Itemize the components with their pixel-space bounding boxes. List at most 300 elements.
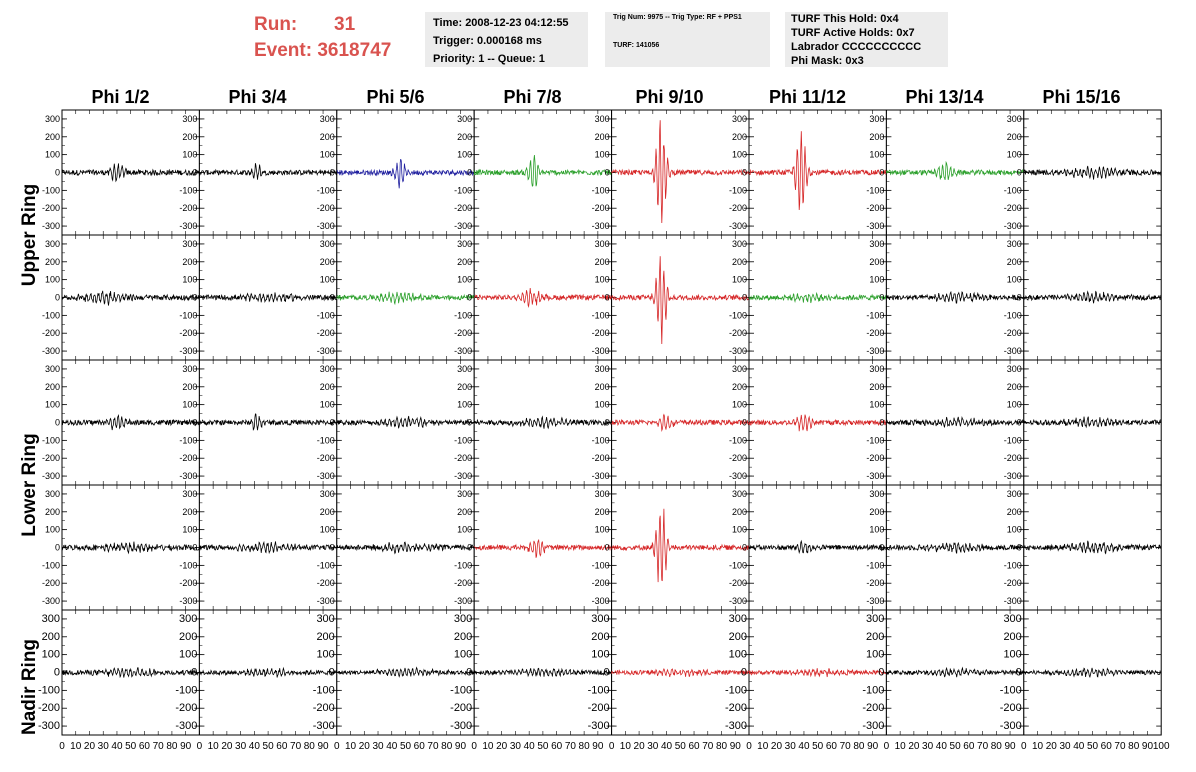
y-tick-label: 100 — [41, 648, 60, 661]
y-tick-label: 300 — [319, 113, 335, 124]
y-tick-label: 0 — [192, 542, 198, 553]
y-tick-label: 100 — [316, 648, 335, 661]
y-tick-label: 0 — [879, 417, 885, 428]
y-tick-label: 200 — [731, 506, 747, 517]
y-tick-label: -200 — [179, 578, 198, 589]
y-tick-label: -100 — [175, 684, 198, 697]
run-label: Run: — [254, 14, 298, 35]
y-tick-label: -100 — [454, 435, 473, 446]
x-tick-label: 60 — [825, 741, 838, 752]
x-tick-label: 70 — [1114, 741, 1126, 752]
y-tick-label: -100 — [41, 435, 60, 446]
y-tick-label: -200 — [999, 702, 1022, 715]
y-tick-label: -300 — [454, 596, 473, 607]
y-tick-label: -300 — [316, 346, 335, 357]
y-tick-label: -100 — [728, 310, 747, 321]
y-tick-label: 300 — [594, 113, 610, 124]
y-tick-label: 0 — [329, 292, 335, 303]
priority-text: Priority: 1 -- Queue: 1 — [433, 53, 545, 65]
y-tick-label: 300 — [44, 113, 60, 124]
y-tick-label: -200 — [37, 702, 60, 715]
y-tick-label: -200 — [728, 328, 747, 339]
y-tick-label: 100 — [44, 274, 60, 285]
y-tick-label: 0 — [467, 292, 473, 303]
x-tick-label: 0 — [746, 741, 752, 752]
y-tick-label: 200 — [869, 506, 885, 517]
x-tick-label: 0 — [883, 741, 890, 752]
y-tick-label: -100 — [312, 684, 335, 697]
y-tick-label: 0 — [54, 167, 60, 178]
y-tick-label: 200 — [41, 630, 60, 643]
y-tick-label: 200 — [457, 381, 473, 392]
y-tick-label: -200 — [175, 702, 198, 715]
y-tick-label: 100 — [44, 149, 60, 160]
y-tick-label: -200 — [41, 328, 60, 339]
y-tick-label: 0 — [54, 417, 60, 428]
x-tick-label: 50 — [262, 741, 274, 752]
y-tick-label: -100 — [179, 310, 198, 321]
x-tick-label: 10 — [207, 741, 219, 752]
y-tick-label: 300 — [319, 488, 335, 499]
y-tick-label: 0 — [191, 666, 198, 679]
x-tick-label: 100 — [1152, 741, 1170, 752]
y-tick-label: 100 — [179, 648, 198, 661]
y-tick-label: 0 — [741, 167, 747, 178]
y-tick-label: 0 — [1016, 167, 1022, 178]
x-tick-label: 80 — [578, 741, 590, 752]
y-tick-label: -300 — [454, 346, 473, 357]
y-tick-label: -200 — [587, 702, 610, 715]
x-tick-label: 30 — [372, 741, 384, 752]
y-tick-label: -300 — [728, 596, 747, 607]
x-tick-label: 20 — [770, 741, 783, 752]
y-tick-label: 0 — [53, 666, 60, 679]
y-tick-label: -200 — [41, 453, 60, 464]
y-tick-label: -100 — [728, 185, 747, 196]
y-tick-label: -300 — [591, 346, 610, 357]
y-tick-label: 0 — [192, 292, 198, 303]
y-tick-label: 300 — [457, 363, 473, 374]
y-tick-label: 200 — [44, 131, 60, 142]
x-tick-label: 50 — [812, 741, 824, 752]
y-tick-label: 300 — [182, 113, 198, 124]
x-tick-label: 60 — [963, 741, 975, 752]
y-tick-label: -100 — [724, 684, 747, 697]
y-tick-label: -100 — [591, 185, 610, 196]
x-tick-label: 90 — [592, 741, 604, 752]
y-tick-label: 100 — [44, 524, 60, 535]
y-tick-label: 200 — [319, 381, 335, 392]
y-tick-label: -100 — [41, 560, 60, 571]
y-tick-label: 100 — [869, 399, 885, 410]
y-tick-label: 100 — [457, 524, 473, 535]
x-tick-label: 10 — [344, 741, 357, 752]
y-tick-label: -300 — [179, 221, 198, 232]
y-tick-label: -100 — [587, 684, 610, 697]
y-tick-label: 300 — [319, 238, 335, 249]
y-tick-label: 0 — [1016, 417, 1022, 428]
y-tick-label: -300 — [454, 471, 473, 482]
x-tick-label: 70 — [564, 741, 576, 752]
y-tick-label: 200 — [869, 381, 885, 392]
y-tick-label: 100 — [869, 274, 885, 285]
y-tick-label: 200 — [179, 630, 198, 643]
x-tick-label: 70 — [152, 741, 164, 752]
y-tick-label: -100 — [591, 310, 610, 321]
y-tick-label: -200 — [866, 578, 885, 589]
y-tick-label: 100 — [319, 149, 335, 160]
x-tick-label: 60 — [688, 741, 700, 752]
y-tick-label: -300 — [41, 346, 60, 357]
y-tick-label: 300 — [728, 612, 747, 625]
x-tick-label: 50 — [949, 741, 961, 752]
y-tick-label: 100 — [1006, 149, 1022, 160]
y-tick-label: 300 — [869, 488, 885, 499]
y-tick-label: 200 — [453, 630, 473, 643]
y-tick-label: 0 — [467, 167, 473, 178]
y-tick-label: 300 — [182, 238, 198, 249]
y-tick-label: -300 — [862, 720, 885, 733]
y-tick-label: -300 — [591, 596, 610, 607]
y-tick-label: 200 — [457, 256, 473, 267]
y-tick-label: 100 — [869, 149, 885, 160]
x-tick-label: 80 — [166, 741, 178, 752]
y-tick-label: 200 — [1003, 630, 1022, 643]
y-tick-label: 200 — [1006, 256, 1022, 267]
y-tick-label: -200 — [41, 203, 60, 214]
y-tick-label: -100 — [454, 185, 473, 196]
row-label-upper-ring: Upper Ring — [19, 183, 40, 287]
y-tick-label: -100 — [866, 310, 885, 321]
trigger-text: Trigger: 0.000168 ms — [433, 35, 542, 47]
y-tick-label: -200 — [312, 702, 335, 715]
y-tick-label: -300 — [1003, 346, 1022, 357]
x-tick-label: 60 — [551, 741, 563, 752]
y-tick-label: 300 — [179, 612, 198, 625]
y-tick-label: -300 — [41, 596, 60, 607]
y-tick-label: 300 — [319, 363, 335, 374]
y-tick-label: -300 — [316, 596, 335, 607]
event-label: Event: — [254, 40, 313, 61]
y-tick-label: 200 — [1006, 131, 1022, 142]
y-tick-label: -300 — [37, 720, 60, 733]
y-tick-label: 100 — [591, 648, 610, 661]
y-tick-label: 100 — [457, 149, 473, 160]
y-tick-label: -100 — [728, 435, 747, 446]
y-tick-label: 0 — [879, 292, 885, 303]
y-tick-label: -300 — [179, 346, 198, 357]
y-tick-label: -100 — [316, 185, 335, 196]
y-tick-label: -300 — [728, 471, 747, 482]
y-tick-label: 0 — [329, 542, 335, 553]
x-tick-label: 20 — [633, 741, 645, 752]
x-tick-label: 20 — [358, 741, 370, 752]
y-tick-label: -200 — [316, 578, 335, 589]
y-tick-label: 300 — [591, 612, 610, 625]
x-tick-label: 70 — [839, 741, 851, 752]
y-tick-label: 300 — [457, 488, 473, 499]
x-tick-label: 30 — [647, 741, 659, 752]
x-tick-label: 0 — [1021, 741, 1027, 752]
x-tick-label: 40 — [660, 741, 673, 752]
y-tick-label: -100 — [37, 684, 60, 697]
y-tick-label: -300 — [179, 471, 198, 482]
y-tick-label: 100 — [594, 524, 610, 535]
y-tick-label: -100 — [728, 560, 747, 571]
y-tick-label: 0 — [741, 542, 747, 553]
y-tick-label: 0 — [604, 417, 610, 428]
y-tick-label: 200 — [319, 256, 335, 267]
y-tick-label: -200 — [316, 328, 335, 339]
y-tick-label: -100 — [41, 185, 60, 196]
x-tick-label: 90 — [454, 741, 467, 752]
y-tick-label: 300 — [1006, 238, 1022, 249]
x-tick-label: 50 — [1086, 741, 1099, 752]
x-tick-label: 40 — [523, 741, 535, 752]
x-tick-label: 60 — [1100, 741, 1112, 752]
y-tick-label: 0 — [604, 292, 610, 303]
y-tick-label: 100 — [182, 274, 198, 285]
x-tick-label: 90 — [1004, 741, 1016, 752]
y-tick-label: 200 — [731, 381, 747, 392]
y-tick-label: 0 — [466, 666, 473, 679]
y-tick-label: 200 — [728, 630, 747, 643]
y-tick-label: 100 — [594, 399, 610, 410]
y-tick-label: -200 — [724, 702, 747, 715]
y-tick-label: -100 — [862, 684, 885, 697]
y-tick-label: 0 — [54, 292, 60, 303]
x-tick-label: 30 — [784, 741, 796, 752]
x-tick-label: 90 — [1141, 741, 1154, 752]
y-tick-label: 100 — [457, 399, 473, 410]
y-tick-label: 300 — [731, 363, 747, 374]
y-tick-label: -100 — [1003, 435, 1022, 446]
event-value: 3618747 — [317, 40, 392, 61]
y-tick-label: 200 — [731, 131, 747, 142]
y-tick-label: 300 — [182, 488, 198, 499]
y-tick-label: -100 — [316, 310, 335, 321]
y-tick-label: -200 — [862, 702, 885, 715]
y-tick-label: 300 — [594, 363, 610, 374]
y-tick-label: -100 — [1003, 310, 1022, 321]
x-tick-label: 70 — [290, 741, 302, 752]
x-tick-label: 10 — [757, 741, 769, 752]
y-tick-label: -300 — [866, 596, 885, 607]
y-tick-label: 100 — [457, 274, 473, 285]
y-tick-label: 100 — [1006, 274, 1022, 285]
y-tick-label: -200 — [454, 578, 473, 589]
y-tick-label: -300 — [1003, 596, 1022, 607]
y-tick-label: 100 — [319, 274, 335, 285]
x-tick-label: 0 — [608, 741, 615, 752]
y-tick-label: 0 — [54, 542, 60, 553]
y-tick-label: 200 — [319, 506, 335, 517]
x-tick-label: 80 — [303, 741, 315, 752]
x-tick-label: 10 — [619, 741, 631, 752]
y-tick-label: 100 — [731, 274, 747, 285]
y-tick-label: 200 — [457, 506, 473, 517]
labrador-text: Labrador CCCCCCCCCC — [791, 41, 922, 53]
y-tick-label: 100 — [869, 524, 885, 535]
turf-active-text: TURF Active Holds: 0x7 — [791, 27, 915, 39]
x-tick-label: 40 — [111, 741, 123, 752]
y-tick-label: 300 — [44, 238, 60, 249]
y-tick-label: 0 — [467, 417, 473, 428]
phi-mask-text: Phi Mask: 0x3 — [791, 55, 864, 67]
y-tick-label: 200 — [866, 630, 885, 643]
x-tick-label: 80 — [990, 741, 1002, 752]
x-tick-label: 40 — [386, 741, 398, 752]
y-tick-label: -200 — [41, 578, 60, 589]
y-tick-label: -200 — [591, 578, 610, 589]
y-tick-label: -300 — [41, 221, 60, 232]
y-tick-label: -100 — [450, 684, 473, 697]
y-tick-label: 200 — [869, 131, 885, 142]
y-tick-label: -300 — [591, 471, 610, 482]
y-tick-label: 300 — [1006, 113, 1022, 124]
y-tick-label: -300 — [587, 720, 610, 733]
row-label-lower-ring: Lower Ring — [19, 433, 40, 537]
x-tick-label: 20 — [83, 741, 96, 752]
run-value: 31 — [334, 14, 356, 35]
y-tick-label: 200 — [1006, 506, 1022, 517]
x-tick-label: 50 — [674, 741, 686, 752]
y-tick-label: -100 — [866, 185, 885, 196]
y-tick-label: -200 — [179, 453, 198, 464]
y-tick-label: 300 — [594, 238, 610, 249]
y-tick-label: 300 — [44, 488, 60, 499]
y-tick-label: -200 — [1003, 453, 1022, 464]
y-tick-label: -200 — [866, 453, 885, 464]
x-tick-label: 80 — [853, 741, 865, 752]
y-tick-label: 200 — [182, 381, 198, 392]
y-tick-label: 200 — [44, 506, 60, 517]
y-tick-label: -100 — [316, 435, 335, 446]
y-tick-label: 200 — [869, 256, 885, 267]
y-tick-label: 100 — [182, 149, 198, 160]
x-tick-label: 40 — [248, 741, 260, 752]
y-tick-label: -200 — [1003, 203, 1022, 214]
x-tick-label: 50 — [399, 741, 412, 752]
y-tick-label: -200 — [454, 328, 473, 339]
x-tick-label: 20 — [908, 741, 920, 752]
y-tick-label: 0 — [740, 666, 747, 679]
column-header-phi-3-4: Phi 3/4 — [228, 87, 287, 107]
y-tick-label: -300 — [175, 720, 198, 733]
x-tick-label: 60 — [138, 741, 151, 752]
y-tick-label: 300 — [731, 488, 747, 499]
column-header-phi-15-16: Phi 15/16 — [1042, 87, 1121, 107]
y-tick-label: -300 — [1003, 471, 1022, 482]
y-tick-label: 100 — [1006, 399, 1022, 410]
y-tick-label: 300 — [869, 238, 885, 249]
y-tick-label: -100 — [1003, 185, 1022, 196]
y-tick-label: 100 — [182, 524, 198, 535]
x-tick-label: 70 — [702, 741, 714, 752]
y-tick-label: 0 — [467, 542, 473, 553]
x-tick-label: 80 — [441, 741, 453, 752]
y-tick-label: 300 — [1006, 363, 1022, 374]
y-tick-label: 200 — [594, 131, 610, 142]
x-tick-label: 0 — [334, 741, 340, 752]
y-tick-label: -100 — [999, 684, 1022, 697]
y-tick-label: 0 — [741, 417, 747, 428]
row-label-nadir-ring: Nadir Ring — [19, 638, 40, 736]
y-tick-label: -200 — [1003, 328, 1022, 339]
x-tick-label: 30 — [1059, 741, 1071, 752]
x-tick-label: 30 — [235, 741, 247, 752]
x-tick-label: 90 — [180, 741, 192, 752]
column-header-phi-9-10: Phi 9/10 — [635, 87, 704, 107]
y-tick-label: 300 — [869, 363, 885, 374]
y-tick-label: -300 — [728, 221, 747, 232]
y-tick-label: 200 — [1006, 381, 1022, 392]
y-tick-label: 0 — [604, 167, 610, 178]
x-tick-label: 30 — [922, 741, 934, 752]
x-tick-label: 60 — [413, 741, 425, 752]
y-tick-label: -300 — [728, 346, 747, 357]
y-tick-label: 100 — [319, 399, 335, 410]
y-tick-label: -200 — [866, 328, 885, 339]
y-tick-label: -100 — [591, 435, 610, 446]
x-tick-label: 30 — [97, 741, 109, 752]
y-tick-label: -200 — [316, 203, 335, 214]
y-tick-label: -100 — [866, 435, 885, 446]
column-header-phi-5-6: Phi 5/6 — [366, 87, 425, 107]
x-tick-label: 10 — [482, 741, 494, 752]
y-tick-label: 200 — [182, 256, 198, 267]
y-tick-label: -300 — [450, 720, 473, 733]
y-tick-label: -200 — [728, 453, 747, 464]
y-tick-label: -100 — [454, 310, 473, 321]
x-tick-label: 30 — [509, 741, 521, 752]
y-tick-label: 200 — [182, 506, 198, 517]
y-tick-label: -100 — [1003, 560, 1022, 571]
y-tick-label: -100 — [179, 435, 198, 446]
y-tick-label: -300 — [41, 471, 60, 482]
y-tick-label: 300 — [594, 488, 610, 499]
y-tick-label: 300 — [869, 113, 885, 124]
x-tick-label: 10 — [1031, 741, 1044, 752]
y-tick-label: 200 — [44, 256, 60, 267]
y-tick-label: -200 — [591, 328, 610, 339]
y-tick-label: 200 — [316, 630, 335, 643]
y-tick-label: 200 — [731, 256, 747, 267]
y-tick-label: 100 — [1006, 524, 1022, 535]
y-tick-label: 100 — [731, 149, 747, 160]
x-tick-label: 90 — [729, 741, 741, 752]
y-tick-label: 0 — [328, 666, 335, 679]
x-tick-label: 50 — [537, 741, 549, 752]
x-tick-label: 10 — [894, 741, 906, 752]
y-tick-label: 200 — [319, 131, 335, 142]
turf-id-text: TURF: 141056 — [613, 42, 660, 49]
y-tick-label: -200 — [1003, 578, 1022, 589]
y-tick-label: 300 — [44, 363, 60, 374]
y-tick-label: 100 — [866, 648, 885, 661]
y-tick-label: -300 — [312, 720, 335, 733]
y-tick-label: 0 — [604, 542, 610, 553]
y-tick-label: -200 — [591, 203, 610, 214]
y-tick-label: 300 — [731, 238, 747, 249]
x-tick-label: 40 — [935, 741, 947, 752]
y-tick-label: -200 — [179, 203, 198, 214]
y-tick-label: 300 — [1003, 612, 1022, 625]
x-tick-label: 50 — [125, 741, 137, 752]
x-tick-label: 40 — [798, 741, 810, 752]
y-tick-label: -300 — [999, 720, 1022, 733]
x-tick-label: 20 — [1045, 741, 1057, 752]
